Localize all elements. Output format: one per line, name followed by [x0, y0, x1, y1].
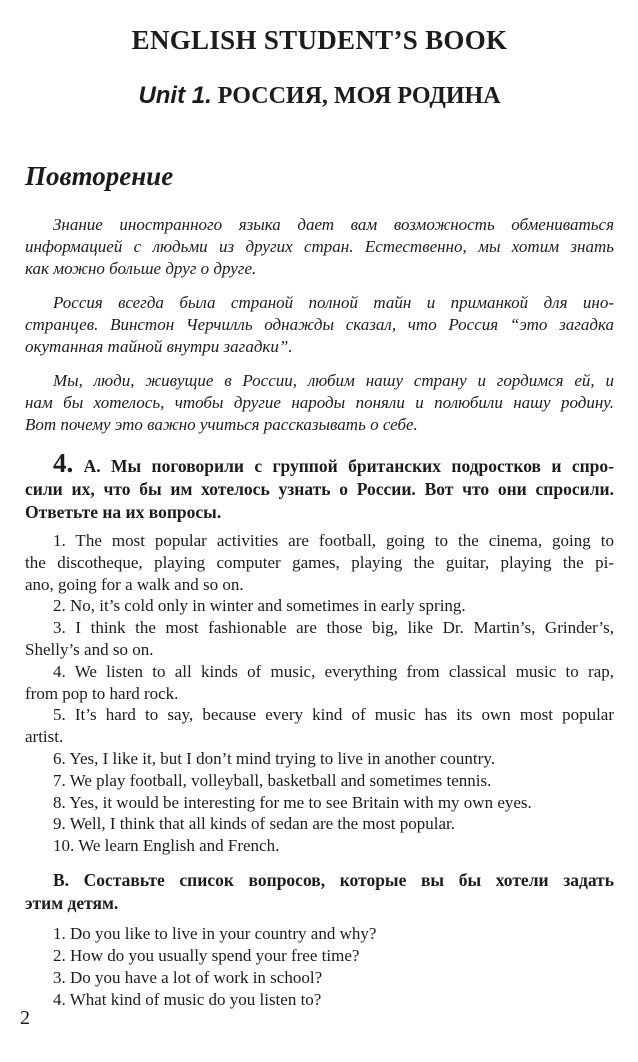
text-line: Ответьте на их вопросы. — [25, 502, 222, 522]
text-line: информацией с людьми из других стран. Естественно, мы хотим знать — [25, 237, 614, 256]
text-line: Знание иностранного языка дает вам возможность обмениваться — [53, 215, 614, 234]
text-line: artist. — [25, 727, 64, 747]
exercise-number: 4. — [53, 448, 74, 478]
answer-item-2 — [25, 595, 614, 617]
text-line: 3. I think the most fashionable are those big, like Dr. Martin’s, Grinder’s, — [53, 618, 614, 638]
answer-item-4 — [25, 661, 614, 705]
answer-item-7 — [25, 770, 614, 792]
text-line: 2. No, it’s cold only in winter and sometimes in early spring. — [53, 596, 466, 616]
text-line: 10. We learn English and French. — [53, 836, 280, 856]
unit-label: Unit 1. — [138, 82, 212, 109]
answer-item-1 — [25, 530, 614, 595]
task-a-line-1: А. Мы поговорили с группой британских подростков и спро- — [83, 456, 614, 476]
intro-paragraph-1 — [25, 214, 614, 280]
answer-item-9 — [25, 813, 614, 835]
intro-paragraph-3 — [25, 370, 614, 436]
page-number: 2 — [20, 1007, 30, 1029]
text-line: 1. The most popular activities are football, going to the cinema, going to — [53, 531, 614, 550]
answer-item-3 — [25, 617, 614, 661]
answer-item-8 — [25, 792, 614, 814]
text-line: the discotheque, playing computer games, playing the guitar, playing the pi- — [25, 552, 614, 572]
text-line: 1. Do you like to live in your country and why? — [53, 923, 377, 943]
text-line: как можно больше друг о друге. — [25, 259, 257, 278]
answer-item-6 — [25, 748, 614, 770]
text-line: нам бы хотелось, чтобы другие народы поняли и полюбили нашу родину. — [25, 393, 614, 412]
answer-item-5 — [25, 704, 614, 748]
questions-list — [25, 923, 614, 1011]
text-line: 7. We play football, volleyball, basketball and sometimes tennis. — [53, 770, 492, 790]
text-line: 6. Yes, I like it, but I don’t mind trying to live in another country. — [53, 748, 495, 768]
text-line: странцев. Винстон Черчилль однажды сказал, что Россия “это загадка — [25, 315, 614, 334]
text-line: сили их, что бы им хотелось узнать о России. Вот что они спросили. — [25, 479, 614, 499]
text-line: 5. It’s hard to say, because every kind of music has its own most popular — [53, 705, 614, 725]
unit-heading — [25, 83, 614, 109]
unit-title: РОССИЯ, МОЯ РОДИНА — [217, 83, 501, 109]
text-line: В. Составьте список вопросов, которые вы бы хотели задать — [53, 869, 614, 890]
answer-item-10 — [25, 835, 614, 857]
text-line: Мы, люди, живущие в России, любим нашу страну и гордимся ей, и — [53, 371, 614, 390]
text-line: 3. Do you have a lot of work in school? — [53, 967, 323, 987]
intro-paragraph-2 — [25, 292, 614, 358]
text-line: ano, going for a walk and so on. — [25, 574, 244, 594]
book-title: ENGLISH STUDENT’S BOOK — [131, 25, 508, 55]
text-line: этим детям. — [25, 892, 119, 913]
text-line: 9. Well, I think that all kinds of sedan are the most popular. — [53, 814, 455, 834]
text-line: 4. What kind of music do you listen to? — [53, 989, 322, 1009]
text-line: Вот почему это важно учиться рассказывать о себе. — [25, 415, 418, 434]
text-line: окутанная тайной внутри загадки”. — [25, 337, 293, 356]
text-line: 2. How do you usually spend your free time? — [53, 945, 360, 965]
text-line: from pop to hard rock. — [25, 683, 179, 703]
text-line — [25, 448, 614, 478]
text-line: 4. We listen to all kinds of music, everything from classical music to rap, — [53, 661, 614, 681]
text-line: Россия всегда была страной полной тайн и приманкой для ино- — [53, 293, 614, 312]
exercise-4-task-a-heading — [25, 448, 614, 524]
exercise-4-task-b-heading — [25, 869, 614, 915]
text-line: Shelly’s and so on. — [25, 639, 154, 659]
section-heading: Повторение — [25, 161, 174, 191]
text-line: 8. Yes, it would be interesting for me to see Britain with my own eyes. — [53, 792, 532, 812]
answers-list — [25, 530, 614, 857]
